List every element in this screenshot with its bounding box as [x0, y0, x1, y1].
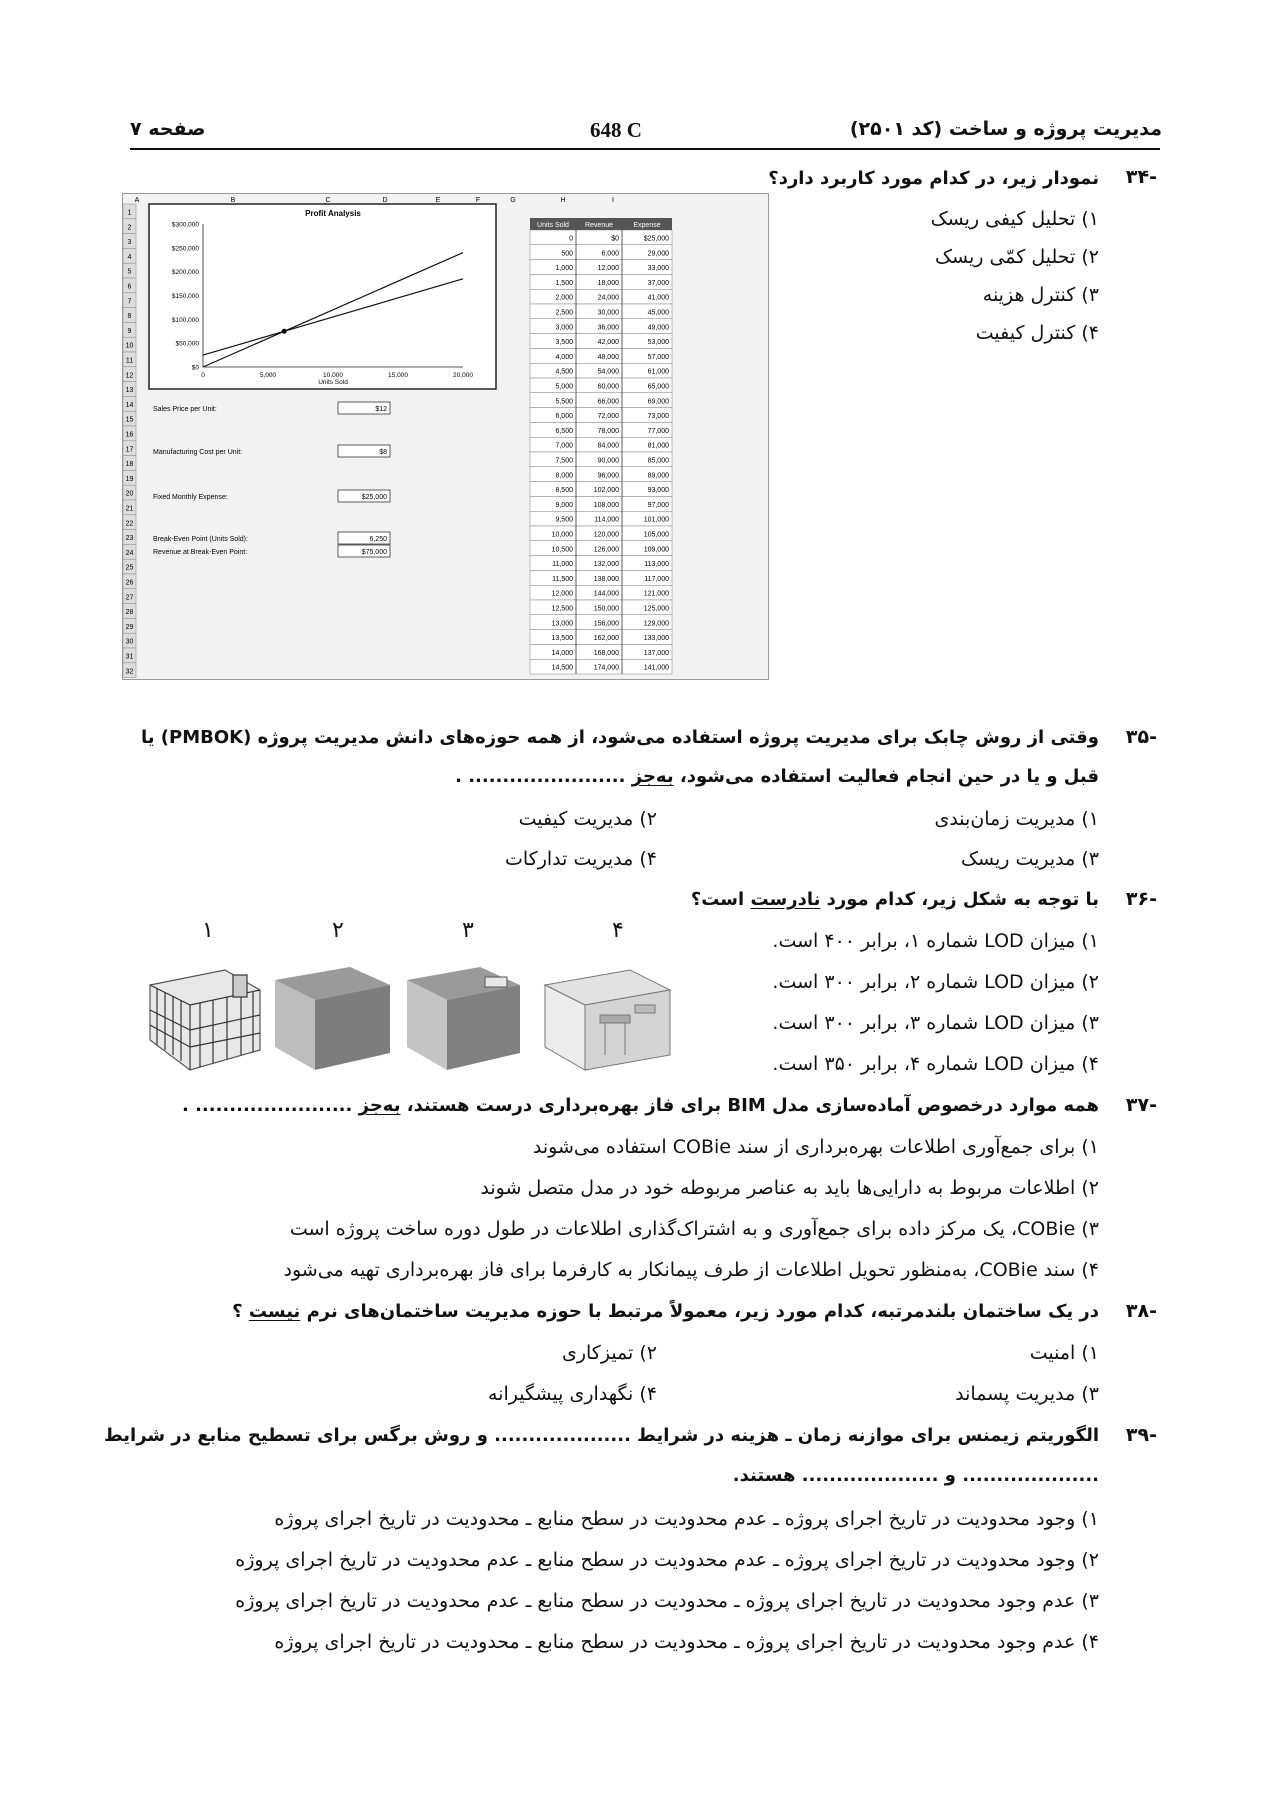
table-cell: 61,000 — [647, 368, 669, 376]
field-label: Manufacturing Cost per Unit: — [153, 449, 243, 456]
q37-blank: ....................... . — [181, 1095, 353, 1116]
row-header: 3 — [127, 239, 132, 247]
y-tick-label: $150,000 — [171, 293, 199, 300]
question-37-text — [182, 1095, 1099, 1116]
table-cell: 137,000 — [643, 649, 669, 657]
table-cell: 66,000 — [597, 398, 619, 406]
row-header: 18 — [125, 461, 134, 469]
q37-emphasis: به‌جز — [358, 1095, 401, 1116]
table-cell: 57,000 — [647, 353, 669, 361]
lod-label-4: ۴ — [612, 918, 624, 943]
table-cell: 1,500 — [555, 279, 573, 287]
table-cell: 81,000 — [647, 442, 669, 450]
table-cell: 42,000 — [597, 339, 619, 347]
question-39-line1: الگوریتم زیمنس برای موازنه زمان ـ هزینه در شرایط .................... و روش برگس برای تسطیح منابع در شرایط — [104, 1425, 1099, 1446]
lod-figure — [145, 955, 685, 1080]
row-header: 8 — [127, 313, 132, 321]
table-cell: 162,000 — [593, 635, 619, 643]
table-cell: 125,000 — [643, 605, 669, 613]
column-header: E — [435, 197, 441, 204]
lod-beam-2-solid — [275, 967, 390, 1070]
table-cell: 78,000 — [597, 427, 619, 435]
q38-option-1[interactable]: ۱) امنیت — [1029, 1342, 1099, 1364]
question-35-line1: وقتی از روش چابک برای مدیریت پروژه استفاده می‌شود، از همه حوزه‌های دانش مدیریت پروژه (PMBOK) یا — [140, 727, 1099, 748]
spreadsheet-figure — [122, 193, 769, 680]
table-cell: 4,000 — [555, 353, 573, 361]
table-cell: 24,000 — [597, 294, 619, 302]
table-header: Expense — [633, 222, 661, 229]
table-cell: 90,000 — [597, 457, 619, 465]
q36-option-3[interactable]: ۳) میزان LOD شماره ۳، برابر ۳۰۰ است. — [772, 1012, 1099, 1034]
q39-option-3[interactable]: ۳) عدم وجود محدودیت در تاریخ اجرای پروژه ـ محدودیت در سطح منابع ـ عدم محدودیت در تاریخ اجرای پروژه — [235, 1590, 1099, 1612]
table-header: Units Sold — [537, 222, 569, 229]
table-cell: 12,000 — [551, 590, 573, 598]
row-header: 14 — [125, 401, 134, 409]
question-39-line2: .................... و .................... هستند. — [732, 1465, 1099, 1486]
column-header: H — [560, 197, 566, 204]
row-header: 10 — [125, 342, 134, 350]
field-label: Fixed Monthly Expense: — [153, 494, 228, 501]
lod-beam-4-connection — [545, 970, 670, 1070]
table-cell: 12,500 — [551, 605, 573, 613]
row-header: 15 — [125, 416, 134, 424]
row-header: 6 — [127, 283, 132, 291]
question-34-text: نمودار زیر، در کدام مورد کاربرد دارد؟ — [768, 168, 1099, 189]
q38-option-2[interactable]: ۲) تمیزکاری — [561, 1342, 657, 1364]
table-cell: 14,000 — [551, 649, 573, 657]
table-cell: 114,000 — [594, 516, 619, 524]
column-header: F — [475, 197, 481, 204]
x-tick-label: 0 — [201, 372, 205, 379]
field-label: Break-Even Point (Units Sold): — [153, 536, 248, 543]
table-cell: 168,000 — [593, 649, 619, 657]
table-cell: 133,000 — [643, 635, 669, 643]
column-header: G — [510, 197, 516, 204]
table-cell: 126,000 — [593, 546, 619, 554]
q36-emphasis: نادرست — [750, 889, 821, 910]
table-cell: 120,000 — [593, 531, 619, 539]
table-cell: 2,000 — [555, 294, 573, 302]
question-35-line2 — [455, 766, 1099, 787]
table-cell: 117,000 — [644, 575, 669, 583]
table-cell: 8,000 — [555, 472, 573, 480]
row-header: 28 — [125, 609, 134, 617]
table-cell: 11,500 — [552, 575, 573, 583]
y-tick-label: $200,000 — [171, 269, 199, 277]
field-value: $8 — [379, 449, 387, 456]
exam-code: 648 C — [590, 118, 642, 142]
table-cell: 54,000 — [597, 368, 619, 376]
lod-label-3: ۳ — [462, 918, 474, 943]
field-value: $12 — [375, 406, 387, 413]
q35-option-1[interactable]: ۱) مدیریت زمان‌بندی — [934, 808, 1099, 830]
row-header: 24 — [125, 549, 134, 557]
table-cell: 500 — [561, 250, 573, 258]
q37-option-2[interactable]: ۲) اطلاعات مربوط به دارایی‌ها باید به عناصر مربوطه خود در مدل متصل شوند — [480, 1177, 1099, 1199]
q37-option-1[interactable]: ۱) برای جمع‌آوری اطلاعات بهره‌برداری از سند COBie استفاده می‌شوند — [532, 1136, 1099, 1158]
table-cell: 9,000 — [555, 501, 573, 509]
q37-option-4[interactable]: ۴) سند COBie، به‌منظور تحویل اطلاعات از طرف پیمانکار به کارفرما برای فاز بهره‌برداری تهیه می‌شود — [283, 1259, 1099, 1281]
chart-title: Profit Analysis — [305, 209, 361, 218]
table-cell: 108,000 — [593, 501, 619, 509]
question-number-34: -۳۴ — [1125, 166, 1157, 188]
table-cell: 84,000 — [597, 442, 619, 450]
spreadsheet-svg — [123, 194, 768, 679]
column-header: A — [134, 197, 140, 204]
q36-text-pre: با توجه به شکل زیر، کدام مورد — [826, 889, 1099, 910]
table-cell: 89,000 — [647, 472, 669, 480]
y-tick-label: $100,000 — [171, 316, 199, 324]
x-tick-label: 15,000 — [388, 372, 408, 379]
table-cell: 12,000 — [597, 265, 619, 273]
table-cell: 113,000 — [644, 561, 669, 569]
table-cell: 10,500 — [551, 546, 573, 554]
row-header: 13 — [125, 387, 134, 395]
row-header: 9 — [127, 327, 132, 335]
question-36-text — [691, 889, 1099, 910]
q38-text-post: ؟ — [232, 1301, 243, 1322]
table-cell: 109,000 — [643, 546, 669, 554]
table-cell: 97,000 — [647, 501, 669, 509]
q39-option-2[interactable]: ۲) وجود محدودیت در تاریخ اجرای پروژه ـ عدم محدودیت در سطح منابع ـ عدم محدودیت در تاریخ اجرای پروژه — [235, 1549, 1099, 1571]
table-cell: 33,000 — [647, 265, 669, 273]
table-cell: 121,000 — [643, 590, 669, 598]
row-header: 19 — [125, 475, 134, 483]
table-cell: 7,000 — [555, 442, 573, 450]
y-tick-label: $0 — [191, 364, 199, 372]
q34-option-3[interactable]: ۳) کنترل هزینه — [982, 284, 1099, 306]
table-cell: 65,000 — [647, 383, 669, 391]
table-cell: $25,000 — [643, 235, 669, 243]
table-cell: 13,500 — [551, 635, 573, 643]
table-cell: 73,000 — [647, 413, 669, 421]
table-cell: 105,000 — [643, 531, 669, 539]
column-header: C — [325, 197, 331, 204]
q38-emphasis: نیست — [248, 1301, 301, 1322]
lod-beam-1-rebar — [150, 970, 260, 1070]
table-cell: $0 — [611, 235, 619, 243]
table-cell: 18,000 — [597, 279, 619, 287]
q34-option-4[interactable]: ۴) کنترل کیفیت — [975, 322, 1099, 344]
table-cell: 129,000 — [643, 620, 669, 628]
x-tick-label: 5,000 — [259, 372, 277, 379]
question-number-35: -۳۵ — [1125, 726, 1157, 748]
q35-line2-text: قبل و یا در حین انجام فعالیت استفاده می‌شود، — [679, 766, 1099, 787]
table-cell: 60,000 — [597, 383, 619, 391]
row-header: 7 — [127, 298, 132, 306]
table-cell: 11,000 — [552, 561, 573, 569]
q36-option-4[interactable]: ۴) میزان LOD شماره ۴، برابر ۳۵۰ است. — [772, 1053, 1099, 1075]
table-cell: 37,000 — [647, 279, 669, 287]
field-value: 6,250 — [369, 536, 387, 543]
field-label: Sales Price per Unit: — [153, 406, 217, 413]
lod-label-2: ۲ — [332, 918, 344, 943]
table-cell: 14,500 — [551, 664, 573, 672]
header-divider — [130, 148, 1160, 150]
q38-option-3[interactable]: ۳) مدیریت پسماند — [955, 1383, 1099, 1405]
field-value: $25,000 — [361, 494, 387, 501]
q34-option-2[interactable]: ۲) تحلیل کمّی ریسک — [935, 246, 1099, 268]
x-tick-label: 20,000 — [453, 372, 473, 379]
table-cell: 85,000 — [647, 457, 669, 465]
q35-option-4[interactable]: ۴) مدیریت تدارکات — [504, 848, 657, 870]
exam-subject: مدیریت پروژه و ساخت (کد ۲۵۰۱) — [849, 118, 1162, 140]
table-cell: 13,000 — [551, 620, 573, 628]
question-number-39: -۳۹ — [1125, 1424, 1157, 1446]
chart-xlabel: Units Sold — [318, 379, 348, 386]
table-cell: 36,000 — [597, 324, 619, 332]
break-even-point — [282, 329, 287, 334]
table-cell: 9,500 — [555, 516, 573, 524]
table-cell: 6,000 — [601, 250, 619, 258]
q39-option-4[interactable]: ۴) عدم وجود محدودیت در تاریخ اجرای پروژه ـ محدودیت در سطح منابع ـ محدودیت در تاریخ اجرای پروژه — [274, 1631, 1099, 1653]
table-cell: 101,000 — [643, 516, 669, 524]
x-tick-label: 10,000 — [323, 372, 343, 379]
row-header: 2 — [127, 224, 132, 232]
row-header: 27 — [125, 594, 134, 602]
table-cell: 150,000 — [593, 605, 619, 613]
row-header: 20 — [125, 490, 134, 498]
table-cell: 5,500 — [555, 398, 573, 406]
row-header: 17 — [125, 446, 134, 454]
q36-text-post: است؟ — [690, 889, 745, 910]
q37-text-pre: همه موارد درخصوص آماده‌سازی مدل BIM برای فاز بهره‌برداری درست هستند، — [406, 1095, 1099, 1116]
row-header: 29 — [125, 623, 134, 631]
row-header: 21 — [125, 505, 134, 513]
table-cell: 102,000 — [593, 487, 619, 495]
column-header: B — [230, 197, 236, 204]
table-cell: 48,000 — [597, 353, 619, 361]
table-cell: 96,000 — [597, 472, 619, 480]
table-cell: 8,500 — [555, 487, 573, 495]
q38-option-4[interactable]: ۴) نگهداری پیشگیرانه — [488, 1383, 657, 1405]
q35-blank: ....................... . — [455, 766, 626, 787]
q36-option-1[interactable]: ۱) میزان LOD شماره ۱، برابر ۴۰۰ است. — [772, 930, 1099, 952]
question-38-text — [232, 1301, 1099, 1322]
table-cell: 30,000 — [597, 309, 619, 317]
table-cell: 4,500 — [555, 368, 573, 376]
table-cell: 174,000 — [593, 664, 619, 672]
table-cell: 77,000 — [647, 427, 669, 435]
row-header: 22 — [125, 520, 134, 528]
row-header: 23 — [125, 535, 134, 543]
row-header: 12 — [125, 372, 134, 380]
table-cell: 141,000 — [643, 664, 669, 672]
q39-option-1[interactable]: ۱) وجود محدودیت در تاریخ اجرای پروژه ـ عدم محدودیت در سطح منابع ـ محدودیت در تاریخ اجرای پروژه — [274, 1508, 1099, 1530]
question-number-36: -۳۶ — [1125, 888, 1157, 910]
table-cell: 0 — [569, 235, 573, 243]
table-cell: 5,000 — [555, 383, 573, 391]
table-cell: 1,000 — [555, 265, 573, 273]
table-cell: 3,500 — [555, 339, 573, 347]
table-cell: 41,000 — [647, 294, 669, 302]
q35-emphasis: به‌جز — [631, 766, 674, 787]
column-header: I — [612, 197, 614, 204]
table-cell: 138,000 — [593, 575, 619, 583]
table-cell: 93,000 — [647, 487, 669, 495]
table-cell: 10,000 — [551, 531, 573, 539]
y-tick-label: $300,000 — [171, 221, 199, 229]
y-tick-label: $50,000 — [175, 340, 199, 348]
row-header: 11 — [125, 357, 134, 365]
row-header: 5 — [127, 268, 132, 276]
q35-option-2[interactable]: ۲) مدیریت کیفیت — [518, 808, 657, 830]
y-tick-label: $250,000 — [171, 245, 199, 253]
lod-beam-3-detail — [407, 967, 520, 1070]
q36-option-2[interactable]: ۲) میزان LOD شماره ۲، برابر ۳۰۰ است. — [772, 971, 1099, 993]
lod-label-1: ۱ — [202, 918, 214, 943]
field-value: $75,000 — [361, 549, 387, 556]
table-cell: 156,000 — [593, 620, 619, 628]
table-cell: 49,000 — [647, 324, 669, 332]
column-header: D — [382, 197, 388, 204]
row-header: 25 — [125, 564, 134, 572]
table-cell: 144,000 — [593, 590, 619, 598]
row-header: 1 — [127, 209, 132, 217]
table-header: Revenue — [584, 222, 614, 229]
row-header: 30 — [125, 638, 134, 646]
field-label: Revenue at Break-Even Point: — [153, 549, 248, 556]
table-cell: 45,000 — [647, 309, 669, 317]
table-cell: 29,000 — [647, 250, 669, 258]
table-cell: 69,000 — [647, 398, 669, 406]
row-header: 16 — [125, 431, 134, 439]
table-cell: 72,000 — [597, 413, 619, 421]
q38-text-pre: در یک ساختمان بلندمرتبه، کدام مورد زیر، معمولاً مرتبط با حوزه مدیریت ساختمان‌های نرم — [306, 1301, 1099, 1322]
q37-option-3[interactable]: ۳) COBie، یک مرکز داده برای جمع‌آوری و به اشتراک‌گذاری اطلاعات در طول دوره ساخت پروژه است — [289, 1218, 1099, 1240]
row-header: 31 — [125, 653, 134, 661]
table-cell: 6,500 — [555, 427, 573, 435]
table-cell: 2,500 — [555, 309, 573, 317]
table-cell: 53,000 — [647, 339, 669, 347]
table-cell: 6,000 — [555, 413, 573, 421]
row-header: 26 — [125, 579, 134, 587]
table-cell: 132,000 — [593, 561, 619, 569]
table-cell: 3,000 — [555, 324, 573, 332]
question-number-37: -۳۷ — [1125, 1094, 1157, 1116]
row-header: 4 — [127, 253, 132, 261]
q35-option-3[interactable]: ۳) مدیریت ریسک — [961, 848, 1099, 870]
row-header: 32 — [125, 668, 134, 676]
q34-option-1[interactable]: ۱) تحلیل کیفی ریسک — [930, 208, 1099, 230]
page-number: صفحه ۷ — [130, 118, 206, 140]
question-number-38: -۳۸ — [1125, 1300, 1157, 1322]
table-cell: 7,500 — [555, 457, 573, 465]
